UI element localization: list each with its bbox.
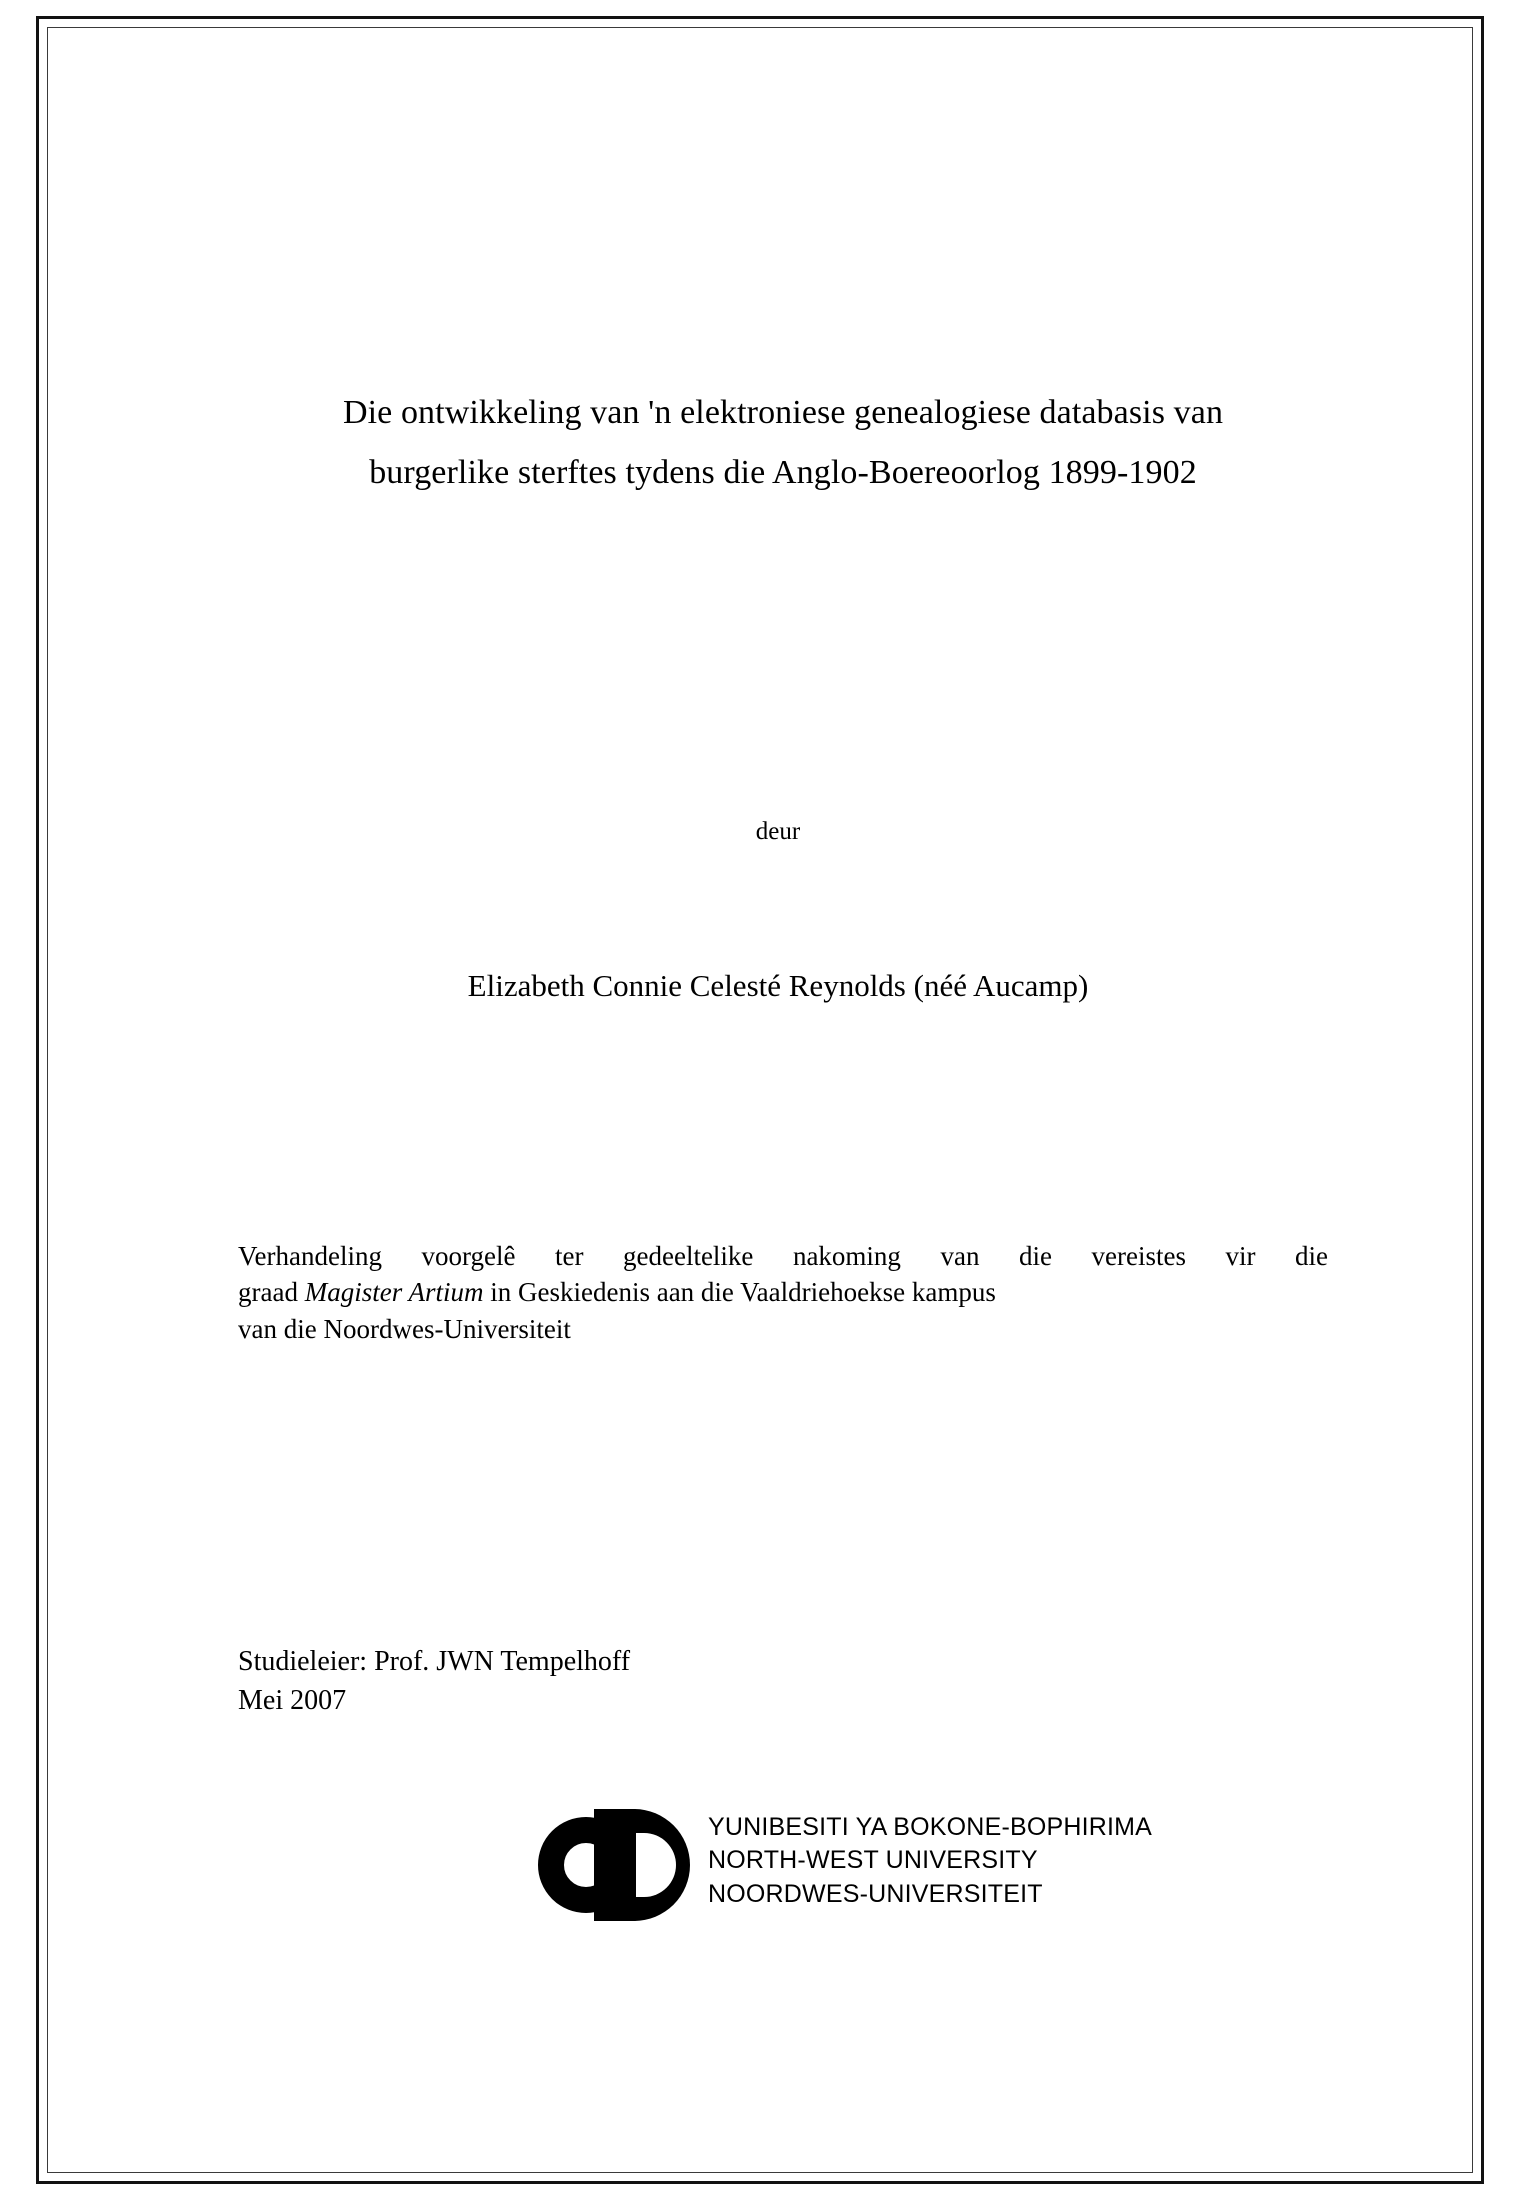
thesis-title [228, 383, 1338, 502]
by-label: deur [755, 818, 801, 845]
declaration-line-2-suffix: in Geskiedenis aan die Vaaldriehoekse kampus [483, 1277, 996, 1308]
declaration-line-1: Verhandeling voorgelê ter gedeeltelike nakoming van die vereistes vir die [238, 1241, 1328, 1271]
supervisor-line: Studieleier: Prof. JWN Tempelhoff [238, 1646, 631, 1677]
declaration-line-3: van die Noordwes-Universiteit [238, 1313, 571, 1344]
supervisor-block [238, 1643, 1138, 1720]
university-logo [518, 1803, 1238, 1943]
logo-text-line-1: YUNIBESITI YA BOKONE-BOPHIRIMA [708, 1813, 1153, 1841]
logo-d-shape [594, 1809, 690, 1921]
thesis-title-line-2: burgerlike sterftes tydens die Anglo-Boereoorlog 1899-1902 [369, 453, 1197, 491]
university-logo-text [708, 1811, 1152, 1911]
submission-date: Mei 2007 [238, 1684, 347, 1716]
declaration-line-2 [238, 1274, 1328, 1310]
degree-declaration [238, 1238, 1328, 1347]
declaration-line-2-prefix: graad [238, 1277, 305, 1308]
nwu-logo-icon [538, 1809, 698, 1921]
page-border-outer [36, 16, 1484, 2184]
logo-text-line-2: NORTH-WEST UNIVERSITY [708, 1846, 1038, 1875]
thesis-title-line-1: Die ontwikkeling van 'n elektroniese genealogiese databasis van [342, 394, 1224, 431]
degree-name: Magister Artium [304, 1277, 484, 1308]
author-name: Elizabeth Connie Celesté Reynolds (néé Aucamp) [467, 968, 1089, 1003]
logo-text-line-3: NOORDWES-UNIVERSITEIT [708, 1879, 1043, 1908]
page-content [198, 28, 1358, 2172]
page-border-inner [47, 27, 1473, 2173]
